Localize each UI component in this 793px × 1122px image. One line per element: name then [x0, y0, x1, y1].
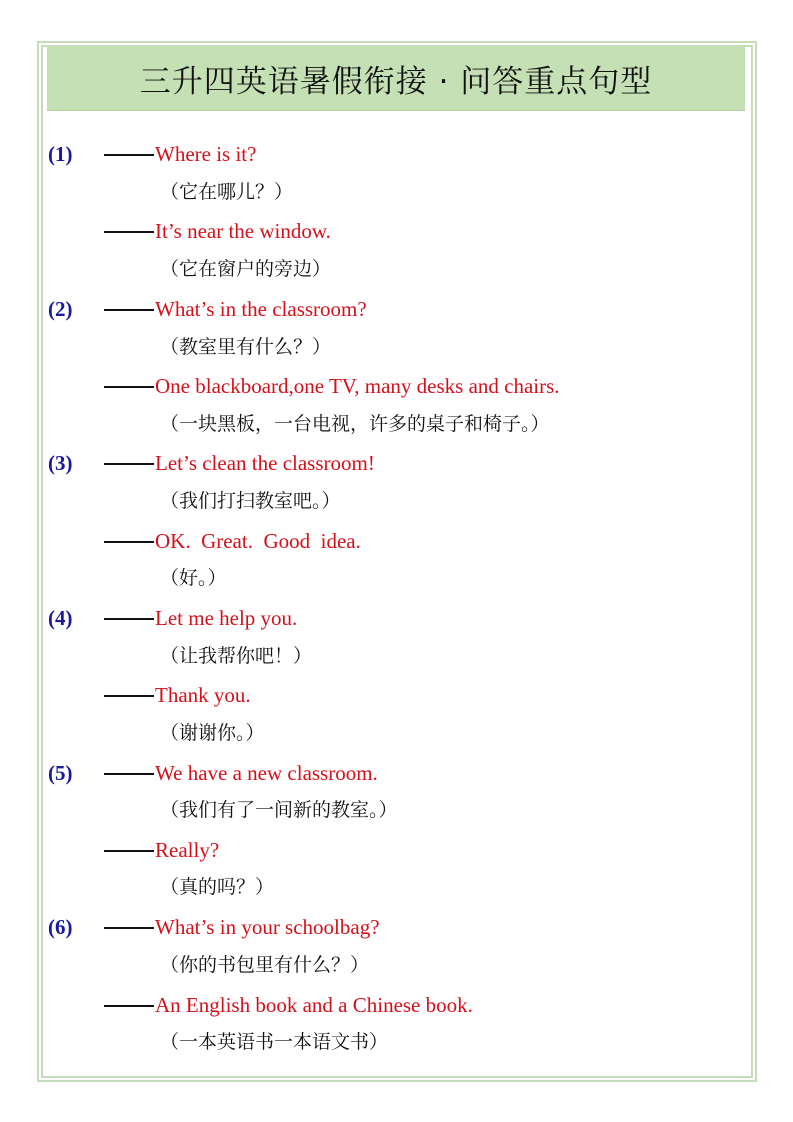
question-translation-row [0, 177, 793, 207]
question-english: What’s in the classroom? [155, 297, 367, 321]
question-row [0, 758, 793, 788]
answer-translation-row [0, 1027, 793, 1057]
answer-english: OK. Great. Good idea. [155, 529, 361, 553]
answer-english: Really? [155, 838, 220, 862]
answer-row [0, 835, 793, 865]
page-title: 三升四英语暑假衔接 · 问答重点句型 [139, 64, 653, 100]
answer-chinese: （一本英语书一本语文书） [160, 1031, 389, 1053]
title-banner [47, 47, 745, 111]
question-english: Let me help you. [155, 606, 298, 630]
answer-translation-row [0, 563, 793, 593]
question-english: What’s in your schoolbag? [155, 915, 380, 939]
answer-translation-row [0, 718, 793, 748]
question-chinese: （让我帮你吧！） [160, 645, 313, 667]
question-chinese: （我们有了一间新的教室。） [160, 799, 398, 821]
answer-row [0, 371, 793, 401]
answer-english: One blackboard,one TV, many desks and chairs. [155, 374, 560, 398]
item-number: (5) [48, 761, 73, 785]
question-row [0, 448, 793, 478]
answer-english: It’s near the window. [155, 219, 331, 243]
item-number: (4) [48, 606, 73, 630]
item-number: (3) [48, 451, 73, 475]
dash-icon [104, 386, 154, 388]
question-translation-row [0, 486, 793, 516]
question-translation-row [0, 950, 793, 980]
question-row [0, 912, 793, 942]
answer-translation-row [0, 872, 793, 902]
answer-row [0, 526, 793, 556]
item-number: (2) [48, 297, 73, 321]
question-row [0, 294, 793, 324]
dash-icon [104, 1005, 154, 1007]
question-row [0, 139, 793, 169]
question-english: Where is it? [155, 142, 257, 166]
dash-icon [104, 463, 154, 465]
question-translation-row [0, 332, 793, 362]
answer-chinese: （真的吗？） [160, 876, 275, 898]
item-number: (1) [48, 142, 73, 166]
question-row [0, 603, 793, 633]
answer-chinese: （谢谢你。） [160, 722, 265, 744]
answer-translation-row [0, 409, 793, 439]
dash-icon [104, 927, 154, 929]
question-translation-row [0, 641, 793, 671]
dash-icon [104, 154, 154, 156]
answer-english: An English book and a Chinese book. [155, 993, 473, 1017]
answer-row [0, 216, 793, 246]
question-chinese: （你的书包里有什么？） [160, 954, 370, 976]
question-english: We have a new classroom. [155, 761, 378, 785]
answer-english: Thank you. [155, 683, 251, 707]
answer-row [0, 680, 793, 710]
answer-translation-row [0, 254, 793, 284]
dash-icon [104, 309, 154, 311]
question-chinese: （教室里有什么？） [160, 336, 332, 358]
item-number: (6) [48, 915, 73, 939]
answer-row [0, 990, 793, 1020]
dash-icon [104, 231, 154, 233]
question-chinese: （我们打扫教室吧。） [160, 490, 341, 512]
dash-icon [104, 618, 154, 620]
question-chinese: （它在哪儿？） [160, 181, 294, 203]
question-english: Let’s clean the classroom! [155, 451, 375, 475]
dash-icon [104, 773, 154, 775]
dash-icon [104, 695, 154, 697]
answer-chinese: （好。） [160, 567, 227, 589]
question-translation-row [0, 795, 793, 825]
answer-chinese: （一块黑板，一台电视，许多的桌子和椅子。） [160, 413, 550, 435]
dash-icon [104, 850, 154, 852]
dash-icon [104, 541, 154, 543]
answer-chinese: （它在窗户的旁边） [160, 258, 332, 280]
